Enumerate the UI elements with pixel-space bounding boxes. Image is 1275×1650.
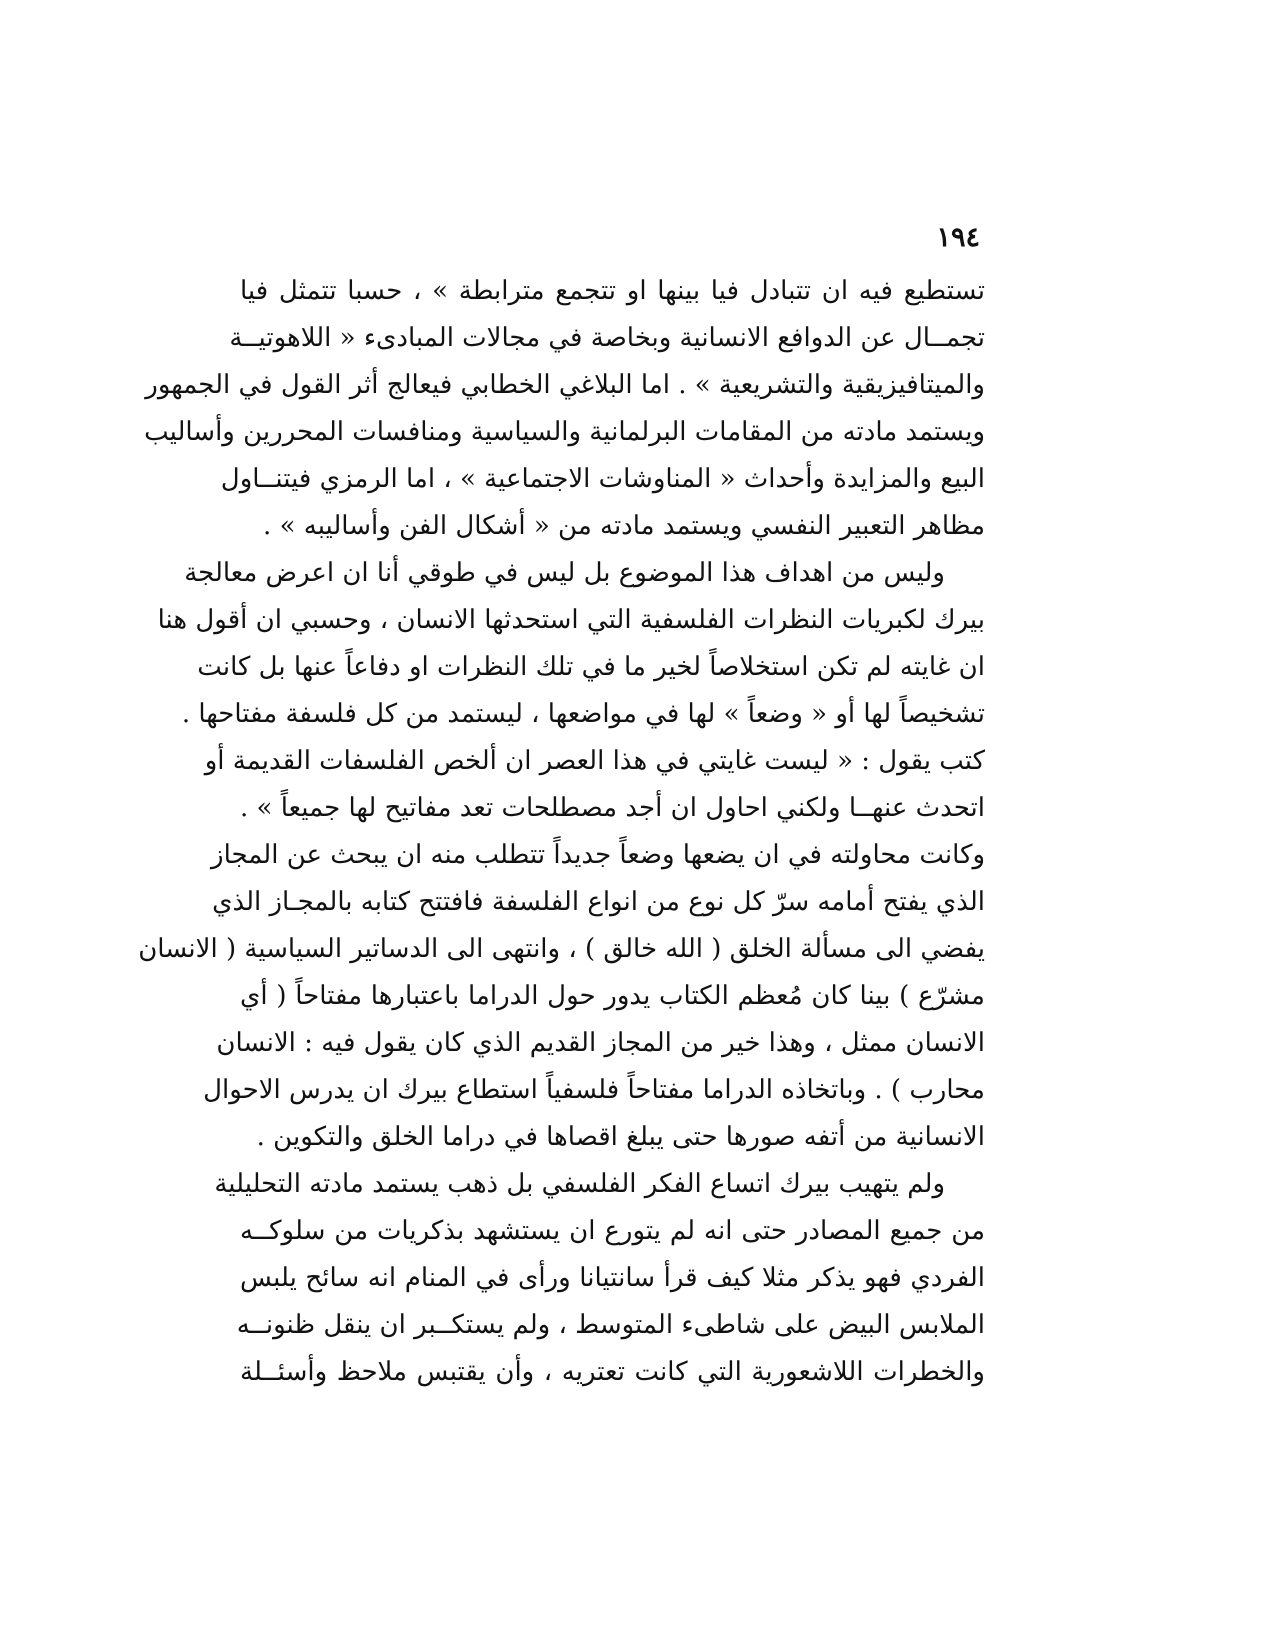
text-line: الملابس البيض على شاطىء المتوسط ، ولم يستكــبر ان ينقل ظنونــه [236, 1310, 985, 1340]
text-line: بيرك لكبريات النظرات الفلسفية التي استحدثها الانسان ، وحسبي ان أقول هنا [157, 605, 985, 635]
page-number: ١٩٤ [936, 222, 980, 253]
text-line: ولم يتهيب بيرك اتساع الفكر الفلسفي بل ذهب يستمد مادته التحليلية [214, 1169, 945, 1199]
text-line: من جميع المصادر حتى انه لم يتورع ان يستشهد بذكريات من سلوكــه [240, 1216, 985, 1246]
body-text [138, 268, 985, 1396]
text-line: محارب ) . وباتخاذه الدراما مفتاحاً فلسفياً استطاع بيرك ان يدرس الاحوال [203, 1075, 985, 1105]
text-line: مشرّع ) بينا كان مُعظم الكتاب يدور حول الدراما باعتبارها مفتاحاً ( أي [240, 981, 985, 1011]
text-line: اتحدث عنهــا ولكني احاول ان أجد مصطلحات تعد مفاتيح لها جميعاً » . [240, 793, 985, 823]
text-line: الانسان ممثل ، وهذا خير من المجاز القديم الذي كان يقول فيه : الانسان [216, 1028, 985, 1058]
text-line: كتب يقول : « ليست غايتي في هذا العصر ان ألخص الفلسفات القديمة أو [204, 746, 985, 776]
text-line: والميتافيزيقية والتشريعية » . اما البلاغي الخطابي فيعالج أثر القول في الجمهور [145, 370, 985, 400]
text-line: تشخيصاً لها أو « وضعاً » لها في مواضعها ، ليستمد من كل فلسفة مفتاحها . [181, 699, 985, 729]
text-line: مظاهر التعبير النفسي ويستمد مادته من « أشكال الفن وأساليبه » . [263, 511, 985, 541]
text-line: والخطرات اللاشعورية التي كانت تعتريه ، وأن يقتبس ملاحظ وأسئــلة [240, 1357, 985, 1387]
text-line: يفضي الى مسألة الخلق ( الله خالق ) ، وانتهى الى الدساتير السياسية ( الانسان [138, 934, 985, 964]
text-line: وليس من اهداف هذا الموضوع بل ليس في طوقي أنا ان اعرض معالجة [184, 558, 945, 588]
text-line: وكانت محاولته في ان يضعها وضعاً جديداً تتطلب منه ان يبحث عن المجاز [211, 840, 985, 870]
text-line: البيع والمزايدة وأحداث « المناوشات الاجتماعية » ، اما الرمزي فيتنــاول [220, 464, 985, 494]
text-line: الفردي فهو يذكر مثلا كيف قرأ سانتيانا ورأى في المنام انه سائح يلبس [240, 1263, 985, 1293]
text-line: الانسانية من أتفه صورها حتى يبلغ اقصاها في دراما الخلق والتكوين . [256, 1122, 985, 1152]
text-line: ان غايته لم تكن استخلاصاً لخير ما في تلك النظرات او دفاعاً عنها بل كانت [197, 652, 985, 682]
text-line: تستطيع فيه ان تتبادل فيا بينها او تتجمع مترابطة » ، حسبا تتمثل فيا [240, 276, 985, 306]
text-line: تجمــال عن الدوافع الانسانية وبخاصة في مجالات المبادىء « اللاهوتيــة [229, 323, 985, 353]
text-line: الذي يفتح أمامه سرّ كل نوع من انواع الفلسفة فافتتح كتابه بالمجـاز الذي [212, 887, 985, 917]
text-line: ويستمد مادته من المقامات البرلمانية والسياسية ومنافسات المحررين وأساليب [144, 417, 985, 447]
